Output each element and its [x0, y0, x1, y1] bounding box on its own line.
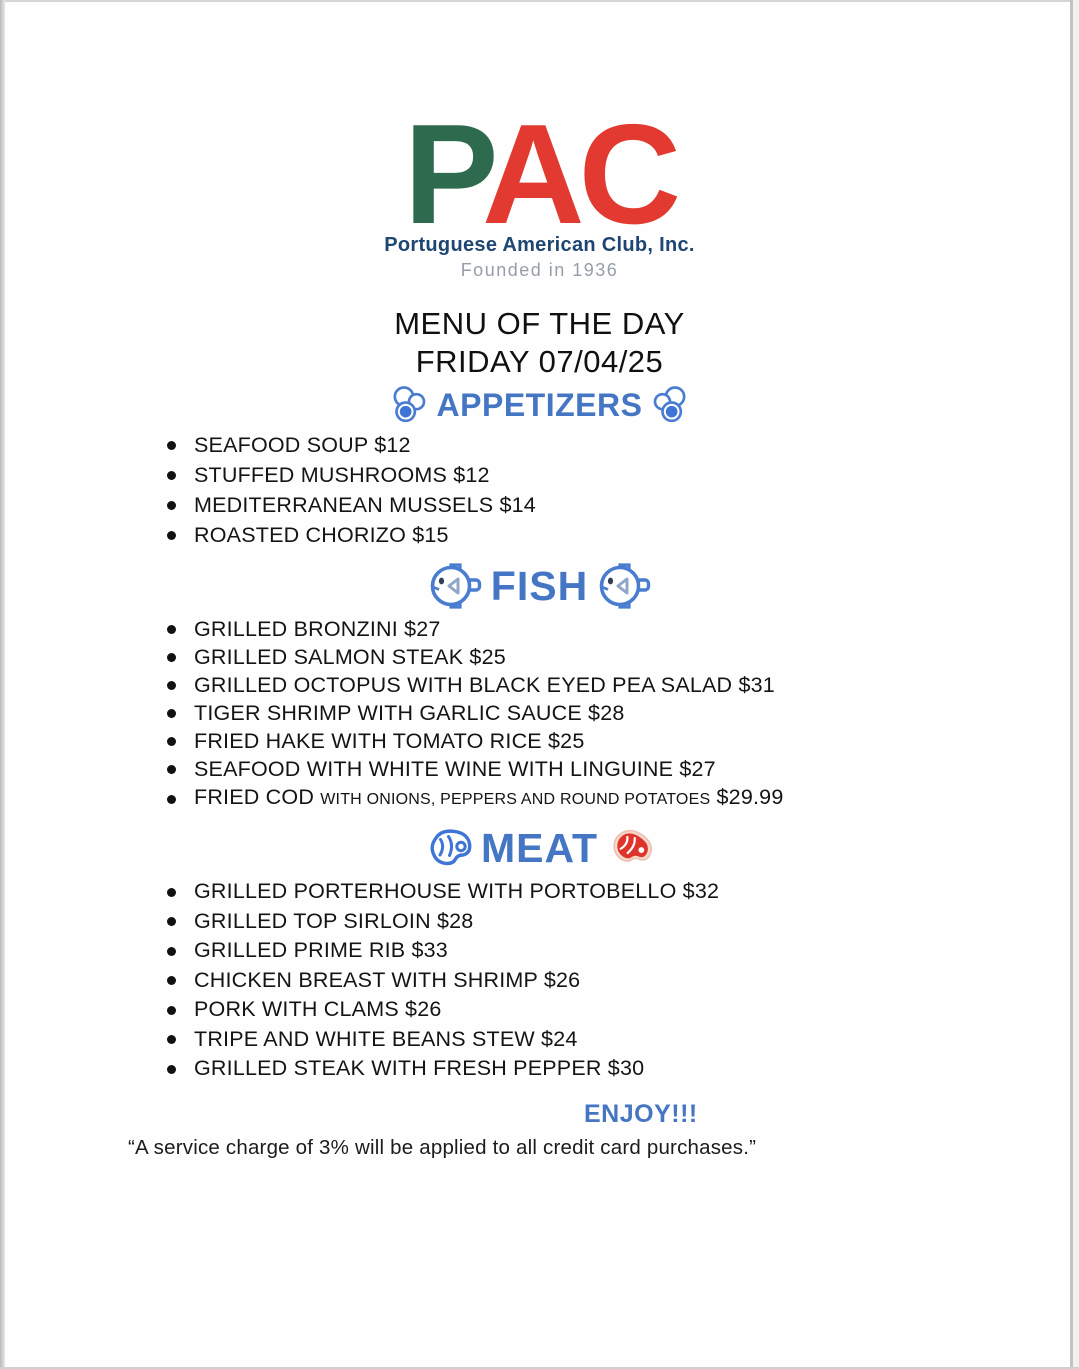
- section-header-fish: [0, 562, 1079, 610]
- fish-list: [165, 615, 1079, 814]
- menu-item: GRILLED PRIME RIB $33: [165, 936, 1079, 966]
- menu-item: SEAFOOD WITH WHITE WINE WITH LINGUINE $27: [165, 755, 1079, 783]
- club-logo: [0, 0, 1079, 281]
- menu-item-detail: WITH ONIONS, PEPPERS AND ROUND POTATOES: [320, 791, 711, 808]
- enjoy-text: ENJOY!!!: [584, 1099, 698, 1128]
- fish-icon: [427, 562, 483, 610]
- logo-letter-a: A: [482, 95, 579, 254]
- menu-item: FRIED HAKE WITH TOMATO RICE $25: [165, 727, 1079, 755]
- section-title-meat: MEAT: [480, 824, 599, 871]
- logo-letter-p: P: [403, 95, 483, 254]
- fish-icon: [596, 562, 652, 610]
- menu-item: GRILLED PORTERHOUSE WITH PORTOBELLO $32: [165, 877, 1079, 907]
- appetizers-list: [165, 430, 1079, 550]
- club-name: Portuguese American Club, Inc.: [384, 234, 695, 256]
- page-edge-left: [0, 0, 5, 1369]
- menu-item: [165, 783, 1079, 814]
- menu-item: TRIPE AND WHITE BEANS STEW $24: [165, 1025, 1079, 1055]
- menu-item: STUFFED MUSHROOMS $12: [165, 460, 1079, 490]
- menu-item-price: $29.99: [716, 785, 784, 809]
- logo-pac-wordmark: [0, 95, 1079, 254]
- menu-item: GRILLED TOP SIRLOIN $28: [165, 907, 1079, 937]
- menu-item: TIGER SHRIMP WITH GARLIC SAUCE $28: [165, 699, 1079, 727]
- menu-date: FRIDAY 07/04/25: [415, 344, 664, 379]
- menu-item: GRILLED STEAK WITH FRESH PEPPER $30: [165, 1054, 1079, 1084]
- menu-item: ROASTED CHORIZO $15: [165, 520, 1079, 550]
- menu-item: GRILLED BRONZINI $27: [165, 615, 1079, 643]
- page-edge-top: [0, 0, 1079, 2]
- bubbles-icon: [650, 385, 690, 425]
- menu-item: MEDITERRANEAN MUSSELS $14: [165, 490, 1079, 520]
- section-header-meat: [0, 824, 1079, 872]
- section-title-fish: FISH: [490, 562, 589, 609]
- service-charge-note: “A service charge of 3% will be applied to all credit card purchases.”: [128, 1135, 757, 1159]
- section-header-appetizers: [0, 385, 1079, 425]
- meat-list: [165, 877, 1079, 1084]
- meat-outline-icon: [425, 825, 473, 871]
- menu-item: PORK WITH CLAMS $26: [165, 995, 1079, 1025]
- steak-red-icon: [606, 824, 654, 872]
- menu-item: SEAFOOD SOUP $12: [165, 430, 1079, 460]
- menu-item: GRILLED SALMON STEAK $25: [165, 643, 1079, 671]
- bubbles-icon: [389, 385, 429, 425]
- section-title-appetizers: APPETIZERS: [436, 386, 643, 423]
- menu-title: MENU OF THE DAY: [394, 306, 685, 341]
- logo-letter-c: C: [578, 95, 676, 254]
- menu-item-lead: FRIED COD: [194, 785, 315, 809]
- menu-item: GRILLED OCTOPUS WITH BLACK EYED PEA SALAD $31: [165, 671, 1079, 699]
- menu-item: CHICKEN BREAST WITH SHRIMP $26: [165, 966, 1079, 996]
- founded-line: Founded in 1936: [460, 260, 619, 280]
